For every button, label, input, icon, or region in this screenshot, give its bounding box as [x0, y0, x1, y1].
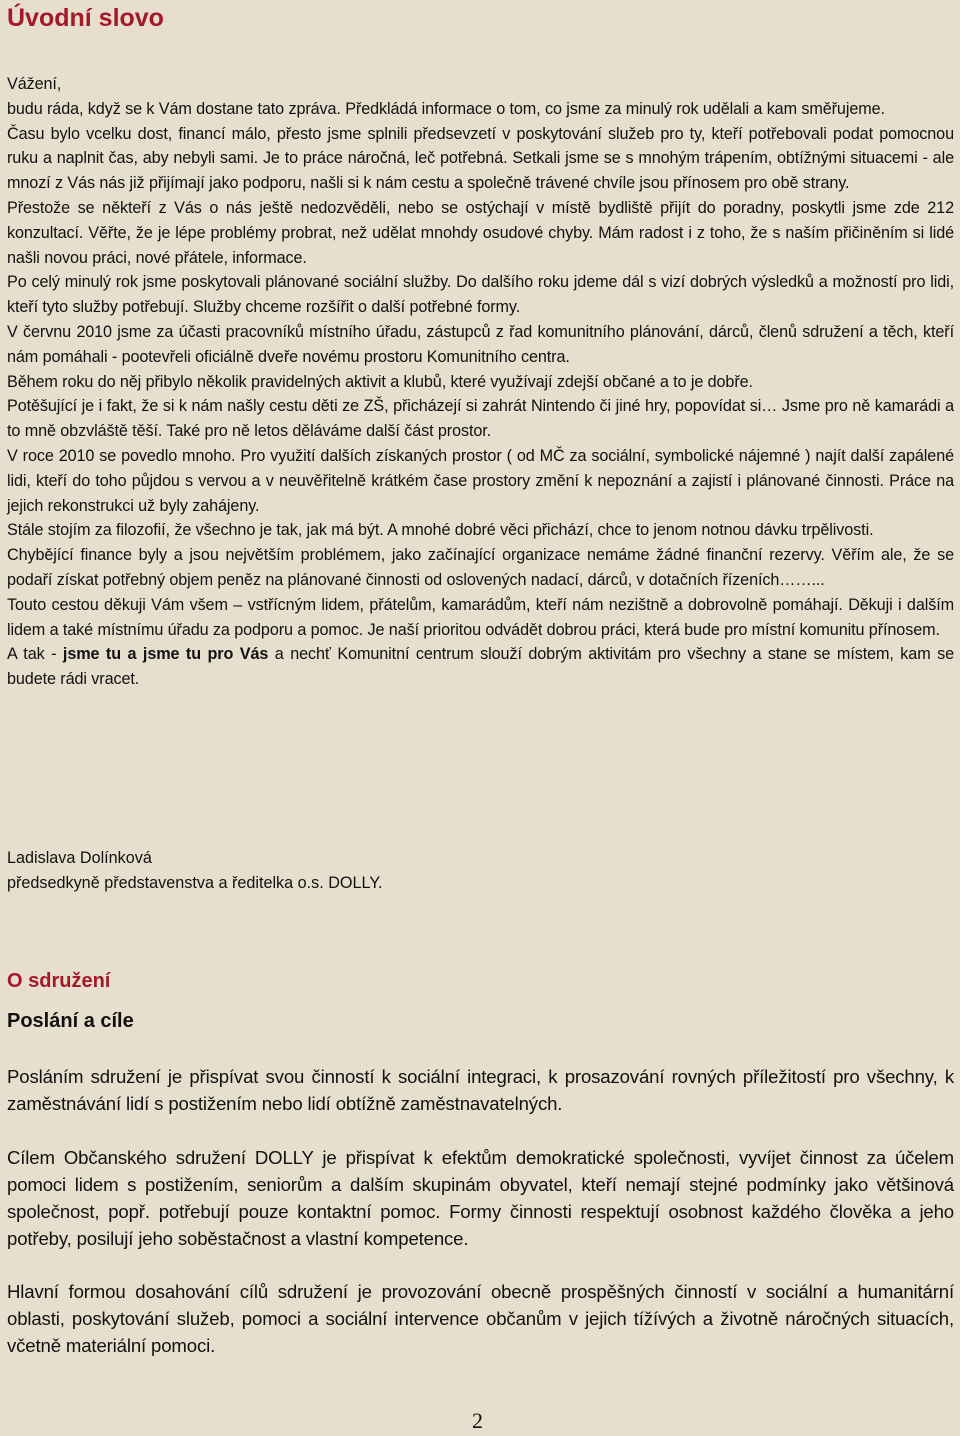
- closing-text: A tak -: [7, 645, 63, 664]
- signature-name: Ladislava Dolínková: [7, 849, 152, 867]
- intro-paragraph: Stále stojím za filozofií, že všechno je tak, jak má být. A mnohé dobré věci přichází, chce to jenom notnou dávku trpělivosti.: [7, 521, 874, 540]
- section-subtitle: Poslání a cíle: [7, 1010, 134, 1032]
- activities-paragraph: Hlavní formou dosahování cílů sdružení je provozování obecně prospěšných činností v sociální a humanitární oblasti, poskytování služeb, pomoci a sociální intervence občanům v jejich tížívých a životně náročných situacích, včetně materiální pomoci.: [7, 1281, 954, 1356]
- intro-paragraph: V červnu 2010 jsme za účasti pracovníků místního úřadu, zástupců z řad komunitního plánování, dárců, členů sdružení a těch, kteří nám pomáhali - pootevřeli oficiálně dveře novému prostoru Komunitního centra.: [7, 322, 954, 366]
- page-title: Úvodní slovo: [7, 4, 164, 32]
- intro-paragraph: Touto cestou děkuji Vám všem – vstřícným lidem, přátelům, kamarádům, kteří nám nezištně a dobrovolně pomáhají. Děkuji i dalším lidem a také místnímu úřadu za podporu a pomoc. Je naší prioritou odvádět dobrou práci, která bude pro místní komunitu přínosem.: [7, 595, 954, 639]
- signature-block: [7, 846, 383, 896]
- page-number: 2: [472, 1408, 483, 1433]
- intro-letter: [7, 72, 954, 692]
- intro-paragraph: Přestože se někteří z Vás o nás ještě nedozvěděli, nebo se ostýchají v místě bydliště přijít do poradny, poskytli jsme zde 212 konzultací. Věřte, že je lépe problémy probrat, než udělat mnohdy osudové chyby. Mám radost i z toho, že s naším přičiněním si lidé našli novou práci, nové přátele, informace.: [7, 198, 954, 267]
- section-title: O sdružení: [7, 970, 111, 992]
- intro-paragraph: Potěšující je i fakt, že si k nám našly cestu děti ze ZŠ, přicházejí si zahrát Nintendo či jiné hry, popovídat si… Jsme pro ně kamarádi a to mně obzvláště těší. Také pro ně letos děláváme další část prostor.: [7, 397, 954, 441]
- closing-text: a nechť Komunitní centrum slouží dobrým aktivitám pro všechny a stane se místem, kam se budete rádi vracet.: [7, 645, 954, 689]
- signature-role: předsedkyně představenstva a ředitelka o.s. DOLLY.: [7, 873, 383, 892]
- closing-paragraph: [7, 642, 954, 692]
- goals-paragraph: Cílem Občanského sdružení DOLLY je přispívat k efektům demokratické společnosti, vyvíjet činnost za účelem pomoci lidem s postižením, seniorům a dalším skupinám obyvatel, kteří nemají stejné podmínky jako většinová společnost, popř. potřebují pouze kontaktní pomoc. Formy činnosti respektují osobnost každého člověka a jeho potřeby, posilují jeho soběstačnost a vlastní kompetence.: [7, 1147, 954, 1249]
- closing-emphasis: jsme tu a jsme tu pro Vás: [62, 645, 269, 664]
- greeting: Vážení,: [7, 75, 62, 93]
- intro-paragraph: budu ráda, když se k Vám dostane tato zpráva. Předkládá informace o tom, co jsme za minulý rok udělali a kam směřujeme.: [7, 99, 885, 118]
- mission-paragraph: Posláním sdružení je přispívat svou činností k sociální integraci, k prosazování rovných příležitostí pro všechny, k zaměstnávání lidí s postižením nebo lidí obtížně zaměstnavatelných.: [7, 1066, 954, 1114]
- intro-paragraph: Po celý minulý rok jsme poskytovali plánované sociální služby. Do dalšího roku jdeme dál s vizí dobrých výsledků a možností pro lidi, kteří tyto služby potřebují. Služby chceme rozšířit o další potřebné formy.: [7, 273, 954, 317]
- intro-paragraph: Během roku do něj přibylo několik pravidelných aktivit a klubů, které využívají zdejší občané a to je dobře.: [7, 372, 753, 391]
- intro-paragraph: Času bylo vcelku dost, financí málo, přesto jsme splnili předsevzetí v poskytování služeb pro ty, kteří potřebovali podat pomocnou ruku a naplnit čas, aby nebyli sami. Je to práce náročná, leč potřebná. Setkali jsme se s mnohým trápením, obtížnými situacemi - ale mnozí z Vás nás již přijímají jako podporu, našli si k nám cestu a společně trávené chvíle jsou přínosem pro obě strany.: [7, 124, 954, 193]
- intro-paragraph: Chybějící finance byly a jsou největším problémem, jako začínající organizace nemáme žádné finanční rezervy. Věřím ale, že se podaří získat potřebný objem peněz na plánované činnosti od oslovených nadací, dárců, v dotačních řízeních……...: [7, 546, 954, 589]
- intro-paragraph: V roce 2010 se povedlo mnoho. Pro využití dalších získaných prostor ( od MČ za sociální, symbolické nájemné ) najít další zapálené lidi, kteří do toho půjdou s vervou a v neuvěřitelně krátkém čase prostory změní k nepoznání a zajistí i plánované činnosti. Práce na jejich rekonstrukci už byly zahájeny.: [7, 446, 954, 515]
